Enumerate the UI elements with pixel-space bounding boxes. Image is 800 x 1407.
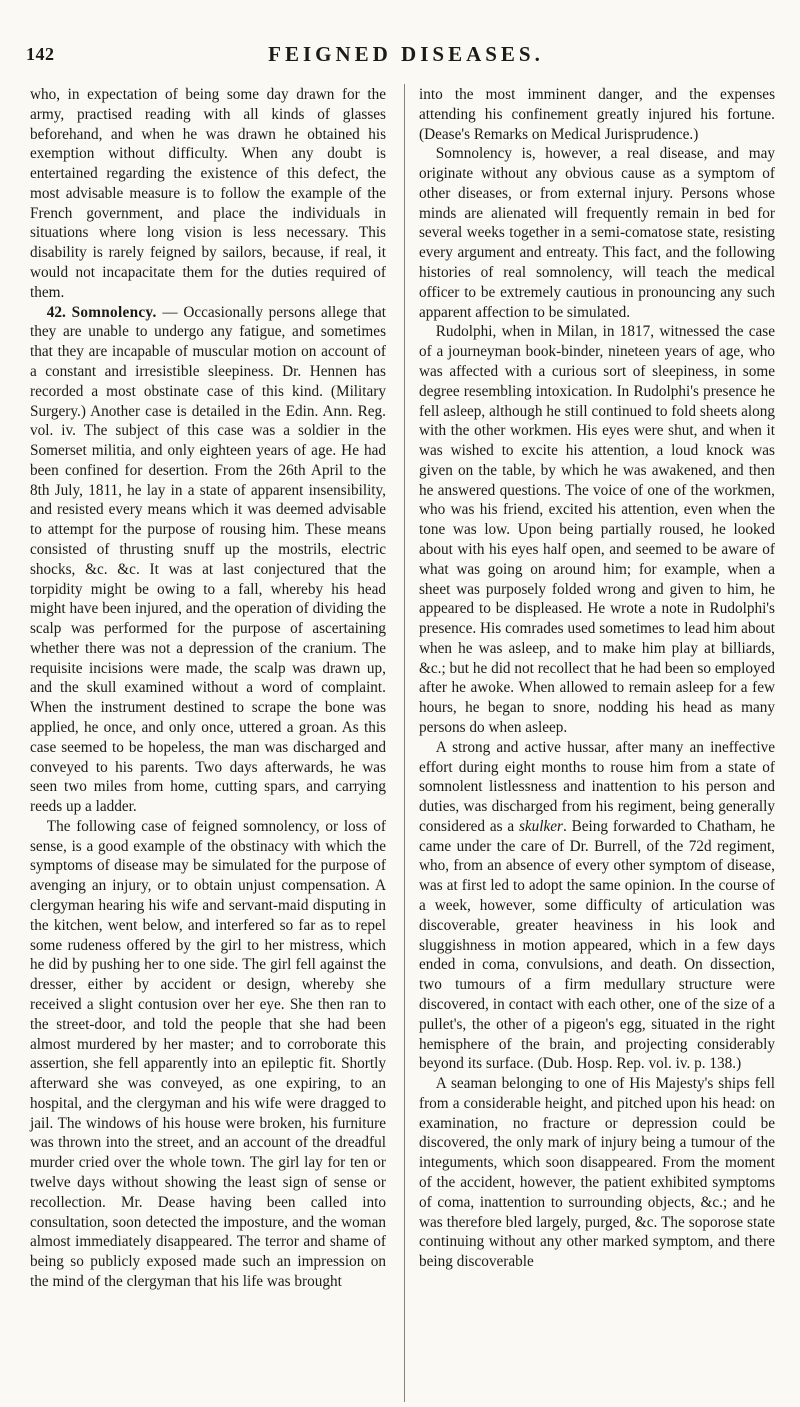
left-column (30, 85, 386, 1292)
running-head: FEIGNED DISEASES. (268, 42, 544, 66)
column-divider (404, 84, 405, 1402)
section-title: Somnolency. (71, 303, 157, 321)
text-span: A strong and active hussar, after many an ineffective effort during eight months to rouse him from a state of somnolent listlessness and inattention to his person and duties, was discharged from his regiment, being generally considered as a (419, 738, 775, 835)
paragraph: Rudolphi, when in Milan, in 1817, witnessed the case of a journeyman book-binder, nineteen years of age, who was affected with a curious sort of sleepiness, in some degree resembling intoxication. In Rudolphi's presence he fell asleep, although he still continued to fold sheets along with the other workmen. His eyes were shut, and when it was wished to excite his attention, a loud knock was given on the table, by which he was awakened, and then he answered questions. The voice of one of the workmen, who was his friend, excited his attention, even when the tone was low. Upon being partially roused, he looked about with his eyes half open, and seemed to be aware of what was going on around him; for example, when a sheet was purposely folded wrong and given to him, he appeared to be displeased. He wrote a note in Rudolphi's presence. His comrades used sometimes to lead him about when he was asleep, and to make him play at billiards, &c.; but he did not recollect that he had been so employed after he awoke. When allowed to remain asleep for a few hours, he began to snore, nodding his head as many persons do when asleep. (419, 323, 775, 736)
page-header (26, 44, 786, 74)
section-42-paragraph (30, 303, 386, 817)
page-number: 142 (26, 44, 55, 64)
emphasized-word: skulker (518, 817, 563, 835)
section-text: — Occasionally persons allege that they are unable to undergo any fatigue, and sometimes that they are incapable of muscular motion on account of a constant and irresistible sleepiness. Dr. Hennen has recorded a most obstinate case of this kind. (Military Surgery.) Another case is detailed in the Edin. Ann. Reg. vol. iv. The subject of this case was a soldier in the Somerset militia, and only eighteen years of age. He had been confined for desertion. From the 26th April to the 8th July, 1811, he lay in a state of apparent insensibility, and resisted every means which it was deemed advisable to attempt for the purpose of rousing him. These means consisted of thrusting snuff up the mostrils, electric shocks, &c. &c. It was at last conjectured that the torpidity might be owing to a fall, whereby his head might have been injured, and the operation of dividing the scalp was performed for the purpose of ascertaining whether there was not a depression of the cranium. The requisite incisions were made, the scalp was drawn up, and the skull examined without a word of complaint. When the instrument destined to scrape the bone was applied, he once, and only once, uttered a groan. As this case seemed to be hopeless, the man was discharged and conveyed to his parents. Two days afterwards, he was seen two miles from home, cutting spars, and carrying reeds up a ladder. (30, 303, 387, 816)
right-column (419, 85, 775, 1272)
paragraph: into the most imminent danger, and the expenses attending his confinement greatly injured his fortune. (Dease's Remarks on Medical Jurisprudence.) (419, 86, 775, 143)
paragraph: A seaman belonging to one of His Majesty's ships fell from a considerable height, and pitched upon his head: on examination, no fracture or depression could be discovered, the only mark of injury being a tumour of the integuments, which soon disappeared. From the moment of the accident, however, the patient exhibited symptoms of coma, inattention to surrounding objects, &c.; and he was therefore bled largely, purged, &c. The soporose state continuing without any other marked symptom, and there being discoverable (419, 1075, 775, 1271)
section-number: 42. (46, 303, 66, 321)
hussar-paragraph (419, 738, 775, 1074)
paragraph: who, in expectation of being some day drawn for the army, practised reading with all kinds of glasses beforehand, and when he was drawn he obtained his exemption without difficulty. When any doubt is entertained regarding the existence of this defect, the most advisable measure is to follow the example of the French government, and place the individuals in situations where long vision is less necessary. This disability is rarely feigned by sailors, because, if real, it would not incapacitate them for the duties required of them. (30, 86, 386, 301)
text-span: . Being forwarded to Chatham, he came under the care of Dr. Burrell, of the 72d regiment, who, from an absence of every other symptom of disease, was at first led to adopt the same opinion. In the course of a week, however, some difficulty of articulation was discoverable, greater heaviness in his look and sluggishness in motion appeared, which in a few days ended in coma, convulsions, and death. On dissection, two tumours of a firm medullary structure were discovered, in contact with each other, one of the size of a pullet's, the other of a pigeon's egg, situated in the right hemisphere of the brain, and projecting considerably beyond its surface. (Dub. Hosp. Rep. vol. iv. p. 138.) (419, 817, 776, 1073)
paragraph: Somnolency is, however, a real disease, and may originate without any obvious cause as a symptom of other diseases, or from external injury. Persons whose minds are alienated will frequently remain in bed for several weeks together in a semi-comatose state, resisting every argument and entreaty. This fact, and the following histories of real somnolency, will teach the medical officer to be extremely cautious in pronouncing any such apparent affection to be simulated. (419, 145, 775, 321)
paragraph: The following case of feigned somnolency, or loss of sense, is a good example of the obstinacy with which the symptoms of disease may be simulated for the purpose of avenging an injury, or to obtain unjust compensation. A clergyman hearing his wife and servant-maid disputing in the kitchen, went below, and interfered so far as to repel some rudeness offered by the girl to her mistress, which he did by pushing her to one side. The girl fell against the dresser, either by accident or design, whereby she received a slight contusion over her eye. She then ran to the street-door, and told the people that she had been almost murdered by her master; and to corroborate this assertion, she fell apparently into an epileptic fit. Shortly afterward she was conveyed, as one expiring, to an hospital, and the clergyman and his wife were dragged to jail. The windows of his house were broken, his furniture was thrown into the street, and an account of the dreadful murder cried over the whole town. The girl lay for ten or twelve days without showing the least sign of sense or recollection. Mr. Dease having been called into consultation, soon detected the imposture, and the woman almost immediately disappeared. The terror and shame of being so publicly exposed made such an impression on the mind of the clergyman that his life was brought (30, 817, 386, 1290)
